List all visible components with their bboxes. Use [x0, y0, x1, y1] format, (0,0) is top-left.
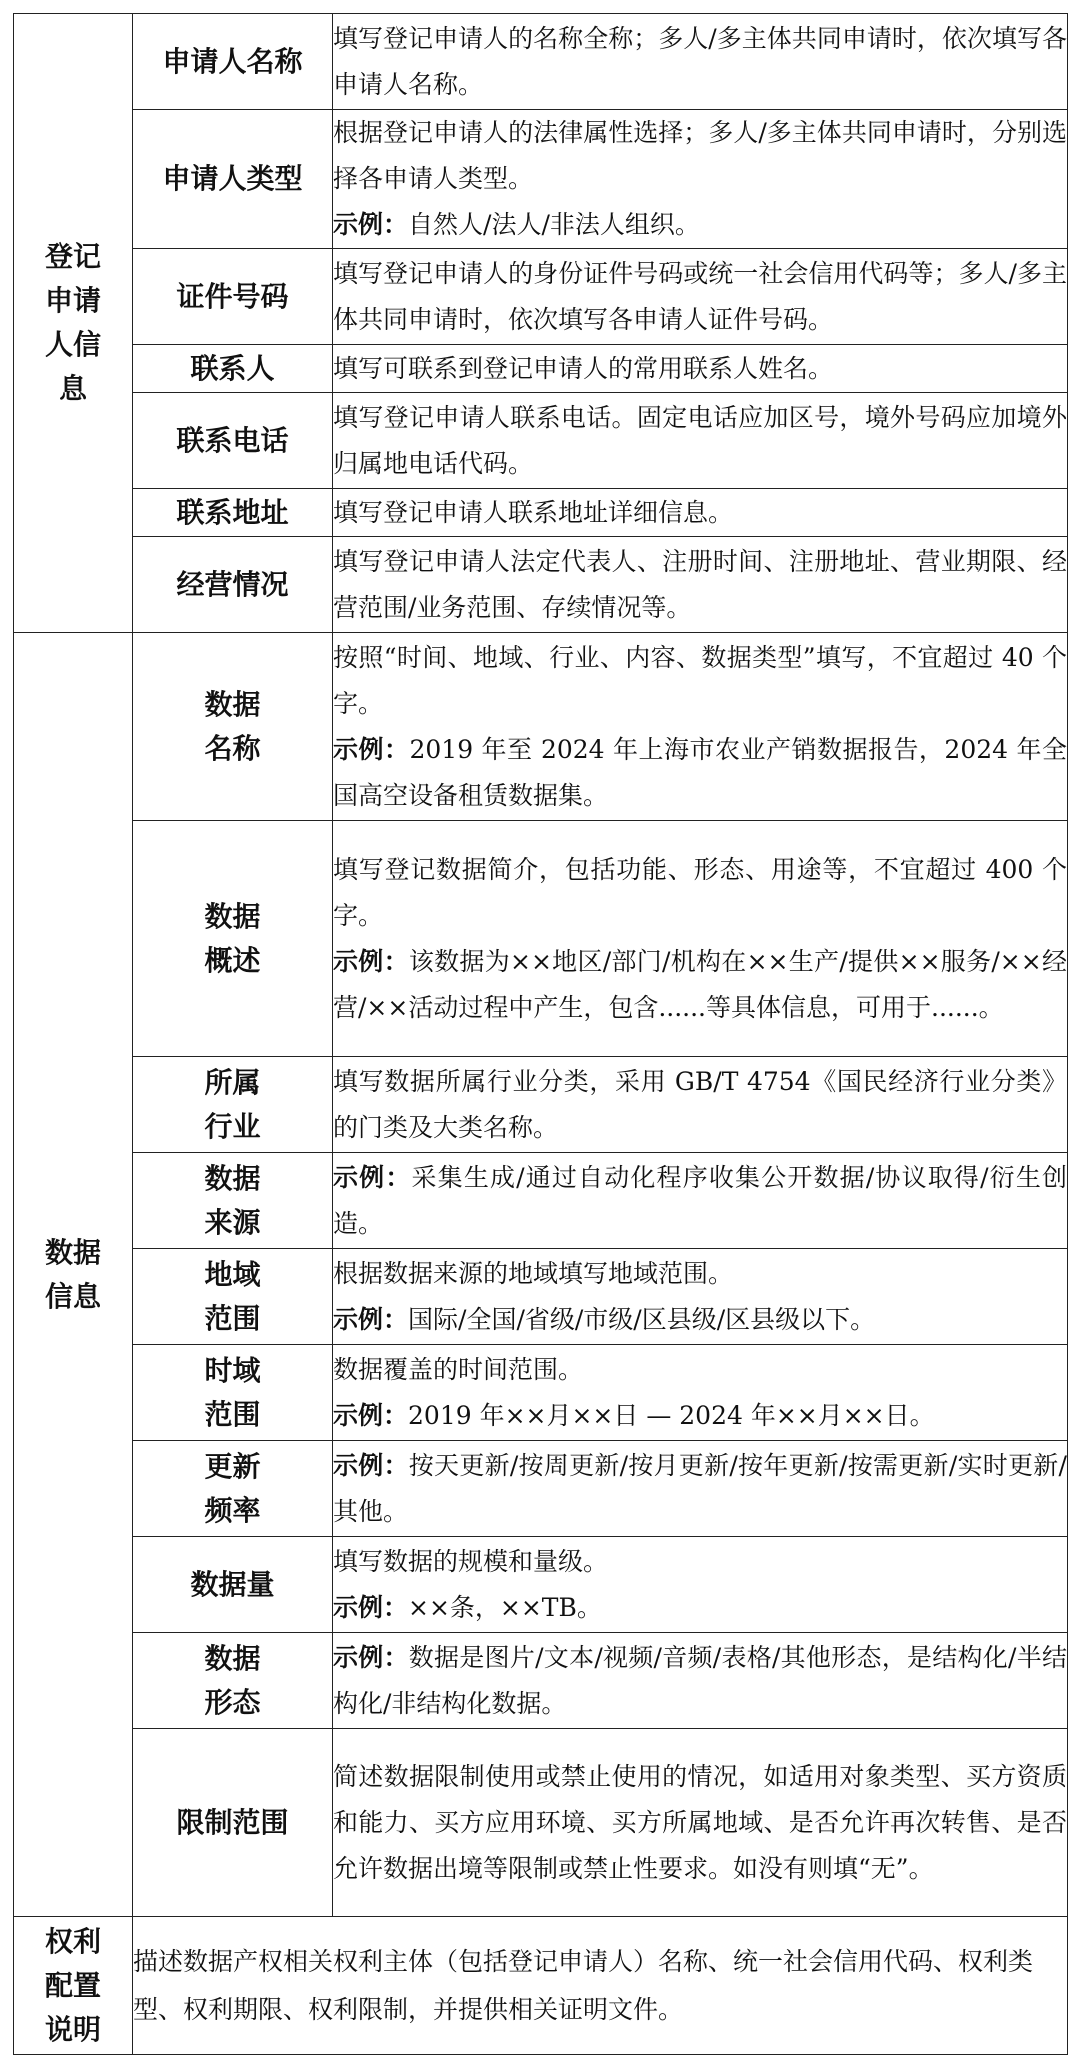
- table-row: [14, 249, 1068, 345]
- example-value: 自然人/法人/非法人组织。: [408, 210, 700, 239]
- table-row: [14, 393, 1068, 489]
- label-line: 数据: [204, 1161, 261, 1195]
- field-description-cell: [333, 1729, 1068, 1917]
- description-text: 根据数据来源的地域填写地域范围。: [333, 1258, 734, 1288]
- description-text: 填写登记申请人的身份证件号码或统一社会信用代码等；多人/多主体共同申请时，依次填写各申请人证件号码。: [333, 258, 1067, 334]
- field-description-cell: [333, 1537, 1068, 1633]
- description-text: 按照“时间、地域、行业、内容、数据类型”填写，不宜超过 40 个字。: [333, 642, 1067, 718]
- table-row: [14, 1729, 1068, 1917]
- section-category-cell: [14, 633, 133, 1917]
- field-description-cell: [333, 1153, 1068, 1249]
- label-line: 形态: [204, 1685, 261, 1719]
- description-text: 填写登记申请人联系电话。固定电话应加区号，境外号码应加境外归属地电话代码。: [333, 402, 1067, 478]
- table-row: [14, 110, 1068, 249]
- description-text: 填写登记申请人的名称全称；多人/多主体共同申请时，依次填写各申请人名称。: [333, 23, 1067, 99]
- description-text: 填写数据所属行业分类，采用 GB/T 4754《国民经济行业分类》的门类及大类名称。: [333, 1066, 1067, 1142]
- example-label: 示例：: [333, 734, 410, 764]
- example-value: ××条，××TB。: [408, 1592, 602, 1622]
- label-line: 联系人: [190, 351, 275, 385]
- table-row: [14, 1917, 1068, 2055]
- label-line: 人信: [44, 328, 101, 361]
- field-description-cell: [333, 537, 1068, 633]
- label-line: 数据: [204, 1641, 261, 1675]
- form-table-body: [14, 14, 1068, 2055]
- label-line: 数据量: [190, 1567, 275, 1601]
- field-name-cell: [133, 249, 333, 345]
- field-description-cell: [333, 489, 1068, 537]
- field-description-cell: [333, 633, 1068, 821]
- field-name-cell: [133, 1345, 333, 1441]
- table-row: [14, 1633, 1068, 1729]
- label-line: 时域: [204, 1353, 261, 1387]
- label-line: 配置: [44, 1968, 101, 2002]
- example-label: 示例：: [333, 1162, 412, 1192]
- label-line: 地域: [204, 1257, 261, 1291]
- field-name-cell: [133, 393, 333, 489]
- table-row: [14, 14, 1068, 110]
- example-value: 采集生成/通过自动化程序收集公开数据/协议取得/衍生创造。: [333, 1162, 1067, 1238]
- label-line: 数据: [204, 687, 261, 721]
- field-name-cell: [133, 489, 333, 537]
- label-line: 限制范围: [176, 1805, 289, 1839]
- label-line: 数据: [204, 899, 261, 933]
- label-line: 所属: [204, 1065, 261, 1099]
- label-line: 信息: [44, 1279, 101, 1313]
- field-description-cell: [333, 110, 1068, 249]
- description-text: 填写可联系到登记申请人的常用联系人姓名。: [333, 353, 834, 383]
- label-line: 登记: [44, 240, 101, 273]
- description-text: 填写登记申请人联系地址详细信息。: [333, 497, 734, 527]
- table-row: [14, 1345, 1068, 1441]
- label-line: 息: [58, 372, 87, 405]
- example-label: 示例：: [333, 1450, 409, 1480]
- label-line: 来源: [204, 1205, 261, 1239]
- label-line: 申请: [44, 284, 101, 317]
- field-name-cell: [133, 110, 333, 249]
- label-line: 范围: [204, 1301, 261, 1335]
- field-description-cell: [333, 1249, 1068, 1345]
- example-value: 国际/全国/省级/市级/区县级/区县级以下。: [408, 1304, 876, 1334]
- example-text: [333, 202, 1067, 248]
- rights-description-cell: 描述数据产权相关权利主体（包括登记申请人）名称、统一社会信用代码、权利类型、权利期限、权利限制，并提供相关证明文件。: [133, 1917, 1068, 2055]
- description-text: 根据登记申请人的法律属性选择；多人/多主体共同申请时，分别选择各申请人类型。: [333, 118, 1067, 193]
- label-line: 说明: [44, 2012, 101, 2046]
- field-description-cell: [333, 345, 1068, 393]
- example-text: [333, 727, 1067, 819]
- label-line: 频率: [204, 1493, 261, 1527]
- field-description-cell: [333, 1057, 1068, 1153]
- example-text: [333, 1393, 1067, 1439]
- description-text: 数据覆盖的时间范围。: [333, 1354, 584, 1384]
- example-label: 示例：: [333, 1304, 409, 1334]
- label-line: 更新: [204, 1449, 261, 1483]
- example-label: 示例：: [333, 1400, 409, 1430]
- label-line: 联系地址: [176, 495, 289, 529]
- label-line: 申请人名称: [162, 44, 303, 78]
- registration-form-table: [13, 13, 1068, 2055]
- field-name-cell: [133, 633, 333, 821]
- field-description-cell: [333, 821, 1068, 1057]
- label-line: 联系电话: [176, 423, 289, 457]
- example-value: 数据是图片/文本/视频/音频/表格/其他形态，是结构化/半结构化/非结构化数据。: [333, 1642, 1067, 1718]
- rights-category-cell: [14, 1917, 133, 2055]
- example-text: [333, 1635, 1067, 1727]
- example-text: [333, 1585, 1067, 1631]
- table-row: [14, 1441, 1068, 1537]
- field-name-cell: [133, 345, 333, 393]
- label-line: 经营情况: [176, 567, 289, 601]
- field-description-cell: [333, 1633, 1068, 1729]
- example-label: 示例：: [333, 946, 409, 976]
- field-name-cell: [133, 821, 333, 1057]
- field-description-cell: [333, 1345, 1068, 1441]
- field-name-cell: [133, 1537, 333, 1633]
- table-row: [14, 821, 1068, 1057]
- label-line: 概述: [204, 943, 261, 977]
- field-name-cell: [133, 1441, 333, 1537]
- field-name-cell: [133, 14, 333, 110]
- example-label: 示例：: [333, 1592, 409, 1622]
- example-label: 示例：: [333, 210, 409, 239]
- table-row: [14, 489, 1068, 537]
- label-line: 行业: [204, 1109, 261, 1143]
- example-value: 按天更新/按周更新/按月更新/按年更新/按需更新/实时更新/其他。: [333, 1450, 1067, 1526]
- field-name-cell: [133, 1153, 333, 1249]
- field-description-cell: [333, 1441, 1068, 1537]
- field-description-cell: [333, 393, 1068, 489]
- table-row: [14, 1057, 1068, 1153]
- description-text: 填写数据的规模和量级。: [333, 1546, 609, 1576]
- field-name-cell: [133, 1249, 333, 1345]
- label-line: 数据: [44, 1235, 101, 1269]
- table-row: [14, 1537, 1068, 1633]
- field-name-cell: [133, 537, 333, 633]
- description-text: 简述数据限制使用或禁止使用的情况，如适用对象类型、买方资质和能力、买方应用环境、买方所属地域、是否允许再次转售、是否允许数据出境等限制或禁止性要求。如没有则填“无”。: [333, 1761, 1067, 1883]
- example-text: [333, 1155, 1067, 1247]
- label-line: 名称: [204, 731, 261, 765]
- field-name-cell: [133, 1633, 333, 1729]
- section-category-cell: [14, 14, 133, 633]
- example-label: 示例：: [333, 1642, 409, 1672]
- table-row: [14, 537, 1068, 633]
- label-line: 范围: [204, 1397, 261, 1431]
- example-value: 2019 年××月××日 — 2024 年××月××日。: [408, 1400, 935, 1430]
- field-description-cell: [333, 249, 1068, 345]
- example-text: [333, 939, 1067, 1031]
- label-line: 权利: [44, 1924, 101, 1958]
- example-text: [333, 1297, 1067, 1343]
- table-row: [14, 1153, 1068, 1249]
- field-name-cell: [133, 1057, 333, 1153]
- table-row: [14, 633, 1068, 821]
- example-value: 该数据为××地区/部门/机构在××生产/提供××服务/××经营/××活动过程中产生，包含......等具体信息，可用于......。: [333, 946, 1067, 1022]
- table-row: [14, 1249, 1068, 1345]
- description-text: 填写登记数据简介，包括功能、形态、用途等，不宜超过 400 个字。: [333, 854, 1067, 930]
- example-value: 2019 年至 2024 年上海市农业产销数据报告，2024 年全国高空设备租赁数据集。: [333, 734, 1067, 810]
- table-row: [14, 345, 1068, 393]
- description-text: 填写登记申请人法定代表人、注册时间、注册地址、营业期限、经营范围/业务范围、存续情况等。: [333, 546, 1067, 622]
- label-line: 申请人类型: [162, 162, 303, 195]
- field-name-cell: [133, 1729, 333, 1917]
- label-line: 证件号码: [176, 279, 289, 313]
- example-text: [333, 1443, 1067, 1535]
- field-description-cell: [333, 14, 1068, 110]
